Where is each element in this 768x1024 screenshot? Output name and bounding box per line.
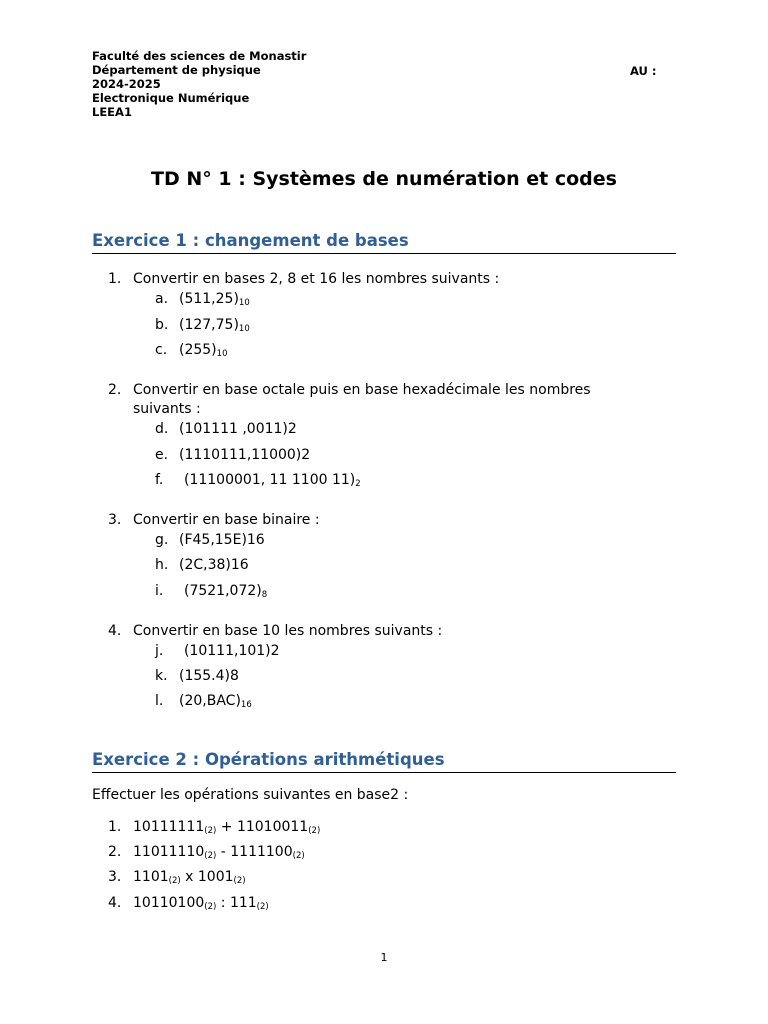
q4-text: Convertir en base 10 les nombres suivants :: [133, 623, 443, 639]
item-f-label: f.: [155, 472, 164, 488]
exercise2-intro: Effectuer les opérations suivantes en base2 :: [92, 787, 409, 803]
item-i-label: i.: [155, 583, 164, 599]
item-g-label: g.: [155, 532, 169, 548]
op3-number: 3.: [108, 869, 122, 885]
item-d-value: (101111 ,0011)2: [179, 421, 297, 437]
item-l-label: l.: [155, 693, 164, 709]
level-line: LEEA1: [92, 105, 132, 119]
faculty-line: Faculté des sciences de Monastir: [92, 49, 307, 63]
item-h-label: h.: [155, 557, 169, 573]
op3-expression: $1101_{(2)}$ x $1001_{(2)}$: [133, 869, 246, 886]
item-h-value: (2C,38)16: [179, 557, 249, 573]
item-j-label: j.: [155, 643, 164, 659]
item-k-label: k.: [155, 668, 168, 684]
op1-number: 1.: [108, 819, 122, 835]
academic-year-label: AU :: [630, 64, 657, 78]
page-number: 1: [380, 951, 388, 964]
item-a-label: a.: [155, 291, 169, 307]
document-title: TD N° 1 : Systèmes de numération et codes: [151, 168, 617, 190]
q2-number: 2.: [108, 382, 122, 398]
item-l-value: $(20,BAC)_{16}$: [179, 693, 252, 710]
exercise1-heading: Exercice 1 : changement de bases: [92, 231, 409, 250]
item-a-value: $(511,25)_{10}$: [179, 291, 250, 308]
q1-text: Convertir en bases 2, 8 et 16 les nombres suivants :: [133, 271, 500, 287]
q3-number: 3.: [108, 512, 122, 528]
op4-number: 4.: [108, 895, 122, 911]
department-line: Département de physique: [92, 63, 261, 77]
item-b-value: $(127,75)_{10}$: [179, 317, 250, 334]
q4-number: 4.: [108, 623, 122, 639]
item-d-label: d.: [155, 421, 169, 437]
item-c-value: $(255)_{10}$: [179, 342, 228, 359]
q3-text: Convertir en base binaire :: [133, 512, 320, 528]
op2-number: 2.: [108, 844, 122, 860]
item-b-label: b.: [155, 317, 169, 333]
item-g-value: (F45,15E)16: [179, 532, 265, 548]
item-k-value: (155.4)8: [179, 668, 239, 684]
q2-text: Convertir en base octale puis en base hexadécimale les nombres suivants :: [133, 382, 591, 417]
item-i-value: $(7521,072)_8$: [184, 583, 268, 600]
item-c-label: c.: [155, 342, 168, 358]
item-f-value: (11100001, 11 1100 $11)_2$: [184, 472, 361, 489]
op4-expression: $10110100_{(2)}$ : $111_{(2)}$: [133, 895, 269, 912]
course-line: Electronique Numérique: [92, 91, 250, 105]
exercise2-heading: Exercice 2 : Opérations arithmétiques: [92, 750, 445, 769]
item-e-value: (1110111,11000)2: [179, 447, 311, 463]
exercise1-rule: [92, 253, 676, 254]
item-e-label: e.: [155, 447, 169, 463]
year-line: 2024-2025: [92, 77, 161, 91]
op2-expression: $11011110_{(2)} - 1111100_{(2)}$: [133, 844, 305, 861]
item-j-value: (10111,101)2: [184, 643, 280, 659]
q1-number: 1.: [108, 271, 122, 287]
exercise2-rule: [92, 772, 676, 773]
op1-expression: $10111111_{(2)} + 11010011_{(2)}$: [133, 819, 321, 836]
